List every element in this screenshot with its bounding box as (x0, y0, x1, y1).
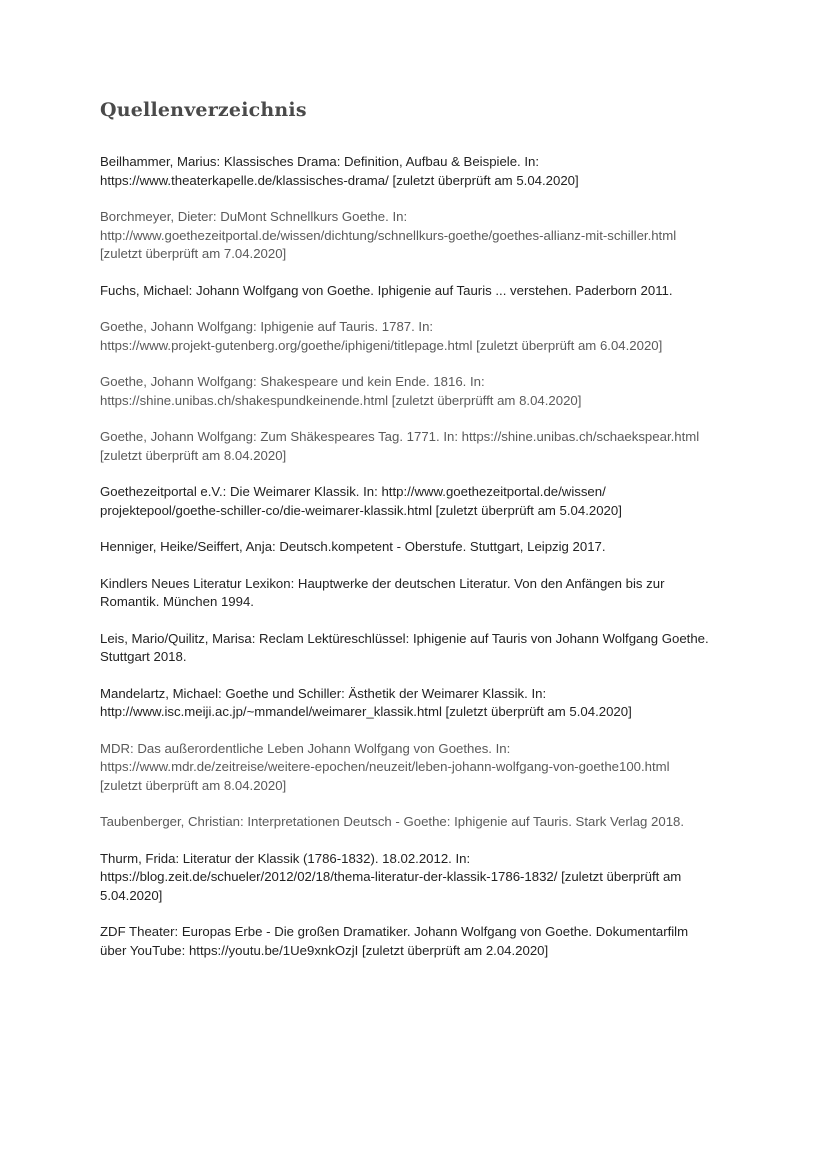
reference-entry: Leis, Mario/Quilitz, Marisa: Reclam Lektüreschlüssel: Iphigenie auf Tauris von Johann Wolfgang Goethe. Stuttgart 2018. (100, 630, 709, 664)
reference-entry: ZDF Theater: Europas Erbe - Die großen Dramatiker. Johann Wolfgang von Goethe. Dokumentarfilm über YouTube: https://youtu.be/1Ue9xnkOzjI [zuletzt überprüft am 2.04.2020] (100, 924, 689, 958)
reference-entry: Borchmeyer, Dieter: DuMont Schnellkurs Goethe. In: http://www.goethezeitportal.de/wissen/dichtung/schnellkurs-goethe/goethes-allianz-mit-schiller.html [zuletzt überprüft am 7.04.2020] (100, 209, 677, 261)
reference-entry: Goethe, Johann Wolfgang: Shakespeare und kein Ende. 1816. In: https://shine.unibas.ch/shakespundkeinende.html [zuletzt überprüfft am 8.04.2020] (100, 374, 582, 408)
reference-entry: Goethe, Johann Wolfgang: Iphigenie auf Tauris. 1787. In: https://www.projekt-gutenberg.org/goethe/iphigeni/titlepage.html [zuletzt überprüft am 6.04.2020] (100, 319, 663, 353)
reference-entry: Goethezeitportal e.V.: Die Weimarer Klassik. In: http://www.goethezeitportal.de/wissen/ projektepool/goethe-schiller-co/die-weimarer-klassik.html [zuletzt überprüft am 5.04.2020] (100, 484, 622, 518)
reference-entry: Beilhammer, Marius: Klassisches Drama: Definition, Aufbau & Beispiele. In: https://www.theaterkapelle.de/klassisches-drama/ [zuletzt überprüft am 5.04.2020] (100, 154, 579, 188)
reference-entry: Fuchs, Michael: Johann Wolfgang von Goethe. Iphigenie auf Tauris ... verstehen. Paderborn 2011. (100, 282, 673, 298)
reference-list (100, 153, 740, 978)
reference-entry: Goethe, Johann Wolfgang: Zum Shäkespeares Tag. 1771. In: https://shine.unibas.ch/schaekspear.html [zuletzt überprüft am 8.04.2020] (100, 429, 700, 463)
reference-entry: Henniger, Heike/Seiffert, Anja: Deutsch.kompetent - Oberstufe. Stuttgart, Leipzig 2017. (100, 539, 606, 554)
reference-entry: MDR: Das außerordentliche Leben Johann Wolfgang von Goethes. In: https://www.mdr.de/zeitreise/weitere-epochen/neuzeit/leben-johann-wolfgang-von-goethe100.html [zuletzt überprüft am 8.04.2020] (100, 740, 670, 793)
reference-entry: Kindlers Neues Literatur Lexikon: Hauptwerke der deutschen Literatur. Von den Anfängen bis zur Romantik. München 1994. (100, 575, 665, 609)
reference-entry: Mandelartz, Michael: Goethe und Schiller: Ästhetik der Weimarer Klassik. In: http://www.isc.meiji.ac.jp/~mmandel/weimarer_klassik.html [zuletzt überprüft am 5.04.2020] (100, 685, 632, 719)
reference-entry: Taubenberger, Christian: Interpretationen Deutsch - Goethe: Iphigenie auf Tauris. Stark Verlag 2018. (100, 814, 685, 829)
page-title: Quellenverzeichnis (100, 99, 307, 121)
reference-entry: Thurm, Frida: Literatur der Klassik (1786-1832). 18.02.2012. In: https://blog.zeit.de/schueler/2012/02/18/thema-literatur-der-klassik-1786-1832/ [zuletzt überprüft am 5.04.2020] (100, 850, 682, 903)
